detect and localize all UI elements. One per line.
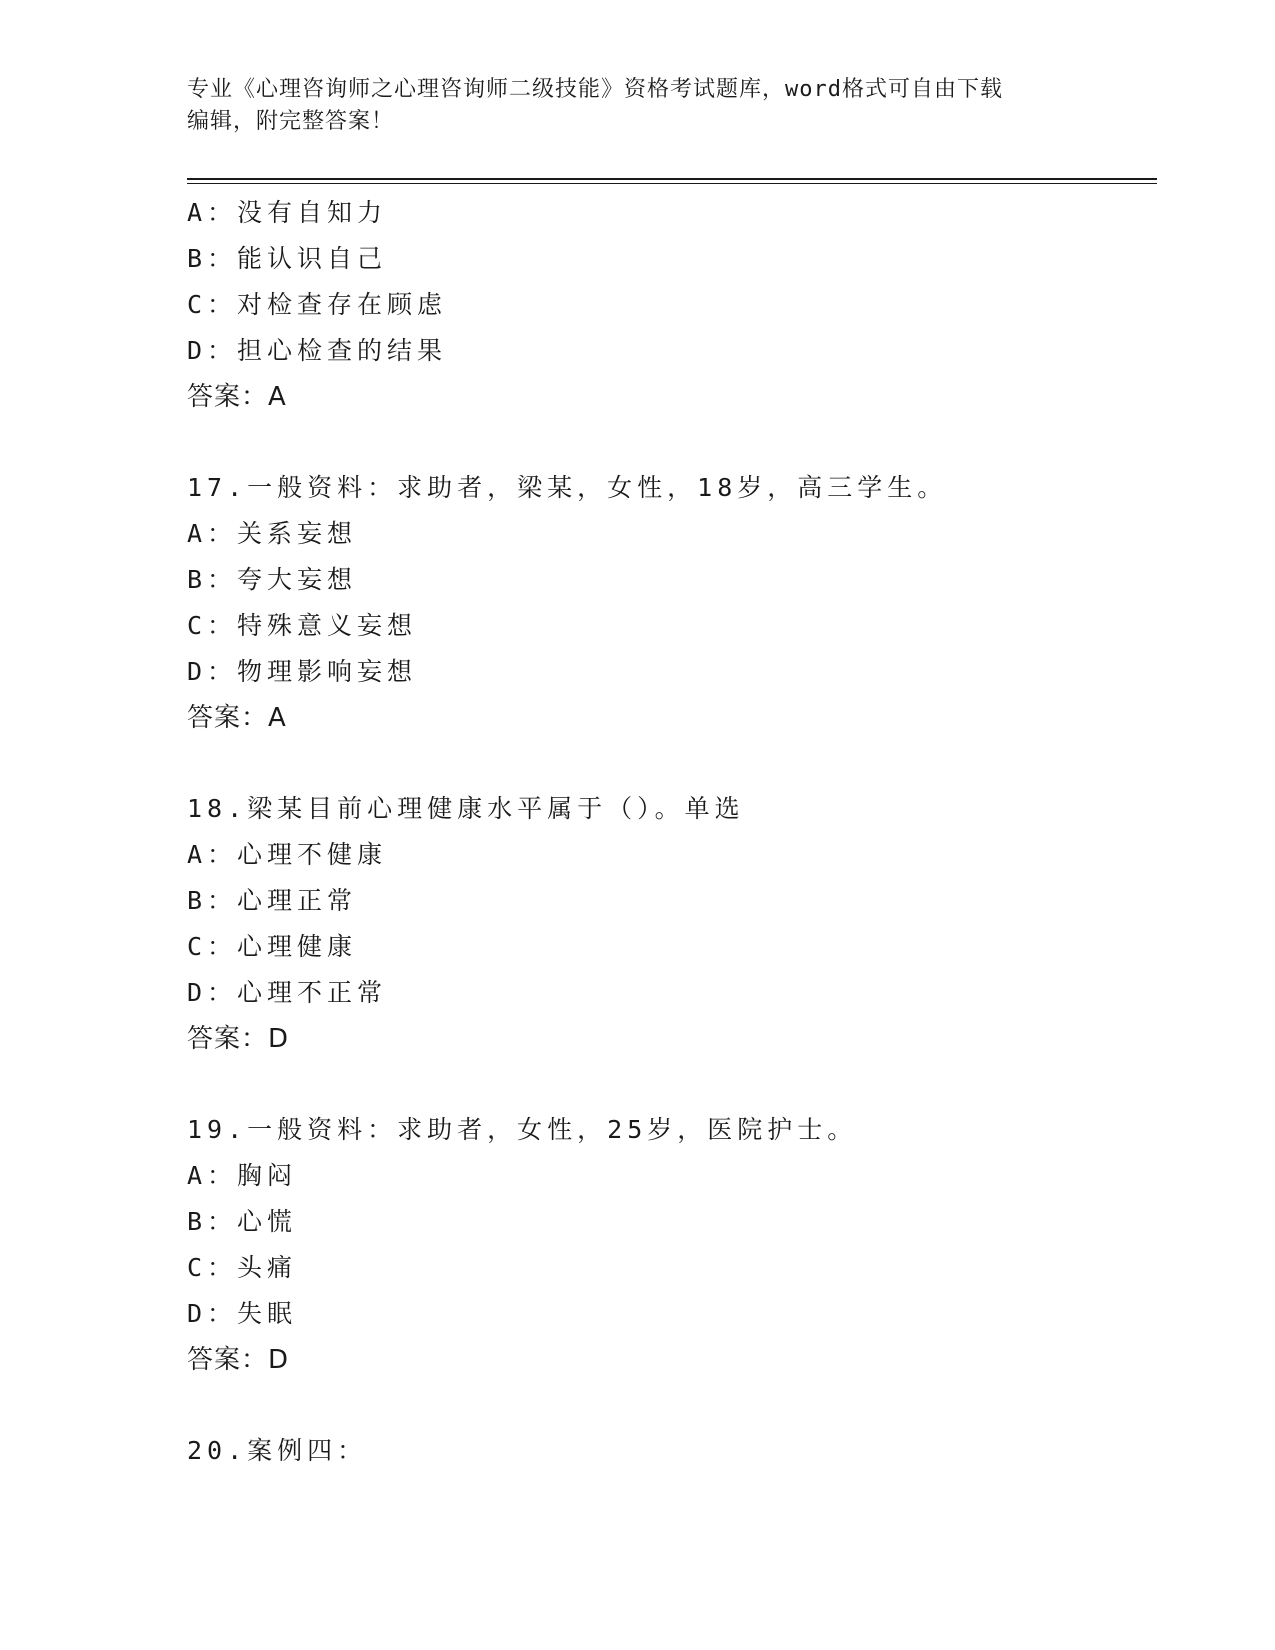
question-stem: 20.案例四： (187, 1436, 368, 1465)
option-b: B：能认识自己 (187, 244, 388, 273)
document-header (187, 74, 1087, 138)
option-a: A：没有自知力 (187, 198, 388, 227)
answer: 答案：D (187, 1345, 290, 1375)
question-16 (187, 190, 1147, 420)
question-20 (187, 1428, 1147, 1474)
option-d: D：担心检查的结果 (187, 336, 448, 365)
option-a: A：心理不健康 (187, 840, 388, 869)
option-d: D：失眠 (187, 1299, 298, 1328)
option-d: D：物理影响妄想 (187, 657, 418, 686)
question-list (187, 190, 1147, 1474)
spacer (187, 1383, 1147, 1428)
option-a: A：关系妄想 (187, 519, 358, 548)
option-c: C：头痛 (187, 1253, 298, 1282)
header-line-2: 编辑，附完整答案！ (187, 109, 395, 134)
answer: 答案：D (187, 1024, 290, 1054)
spacer (187, 420, 1147, 465)
spacer (187, 1062, 1147, 1107)
question-stem: 17.一般资料：求助者，梁某，女性，18岁，高三学生。 (187, 473, 948, 502)
option-b: B：心理正常 (187, 886, 358, 915)
option-c: C：特殊意义妄想 (187, 611, 418, 640)
header-divider-thin (187, 183, 1157, 184)
question-stem: 18.梁某目前心理健康水平属于（）。单选 (187, 794, 745, 823)
option-c: C：心理健康 (187, 932, 358, 961)
question-17 (187, 465, 1147, 741)
question-18 (187, 786, 1147, 1062)
answer: 答案：A (187, 703, 287, 733)
option-a: A：胸闷 (187, 1161, 298, 1190)
question-19 (187, 1107, 1147, 1383)
option-b: B：夸大妄想 (187, 565, 358, 594)
spacer (187, 741, 1147, 786)
question-stem: 19.一般资料：求助者，女性，25岁，医院护士。 (187, 1115, 858, 1144)
option-c: C：对检查存在顾虑 (187, 290, 448, 319)
option-d: D：心理不正常 (187, 978, 388, 1007)
header-line-1: 专业《心理咨询师之心理咨询师二级技能》资格考试题库，word格式可自由下载 (187, 77, 1003, 102)
answer: 答案：A (187, 382, 287, 412)
header-divider-thick (187, 178, 1157, 180)
option-b: B：心慌 (187, 1207, 298, 1236)
